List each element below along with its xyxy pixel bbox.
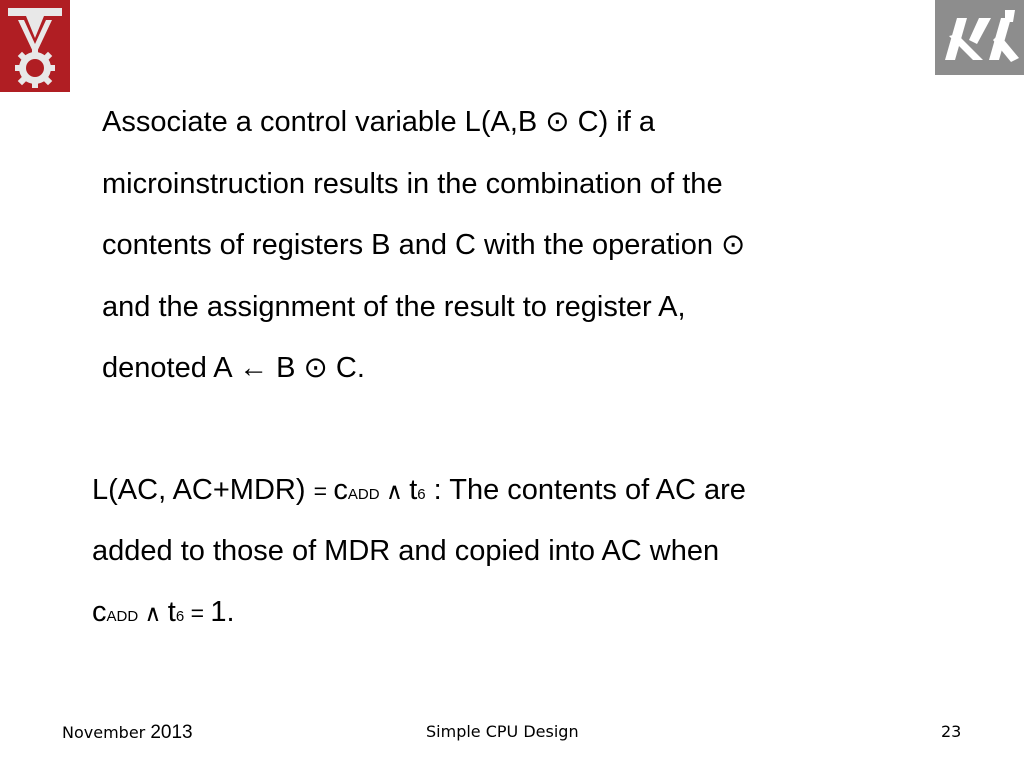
and-operator: ∧	[379, 478, 410, 504]
add-subscript: ADD	[347, 486, 380, 503]
definition-line-5: denoted A ← B ⊙ C.	[102, 352, 365, 384]
institution-logo-icon	[0, 0, 70, 92]
t-symbol: t	[167, 596, 176, 628]
example-line-1	[92, 460, 972, 521]
footer-date	[62, 722, 193, 744]
definition-line-3: contents of registers B and C with the operation ⊙	[102, 229, 746, 261]
six-subscript: 6	[417, 486, 426, 503]
equals-sign: =	[313, 478, 334, 504]
control-variable-text: L(AC, AC+MDR)	[92, 474, 314, 506]
hebrew-letters-logo-icon	[935, 0, 1024, 75]
definition-line-1: Associate a control variable L(A,B ⊙ C) if a	[102, 106, 655, 138]
definition-paragraph	[102, 92, 922, 400]
six-subscript: 6	[175, 608, 185, 625]
add-subscript: ADD	[106, 608, 139, 625]
definition-line-4: and the assignment of the result to register A,	[102, 290, 686, 323]
t-symbol: t	[409, 474, 418, 506]
one-value: 1.	[210, 596, 235, 628]
c-symbol: c	[92, 596, 107, 628]
footer-month: November	[62, 723, 151, 742]
example-description-text: : The contents of AC are	[425, 474, 746, 506]
footer-title: Simple CPU Design	[426, 722, 579, 741]
and-operator: ∧	[138, 600, 168, 626]
equals-sign: =	[184, 600, 211, 626]
example-line-3	[92, 582, 972, 643]
footer-year: 2013	[150, 722, 193, 743]
page-number: 23	[941, 722, 962, 741]
example-paragraph	[92, 460, 972, 643]
example-line-2: added to those of MDR and copied into AC when	[92, 535, 720, 567]
definition-line-2: microinstruction results in the combination of the	[102, 167, 723, 200]
c-symbol: c	[333, 474, 348, 506]
